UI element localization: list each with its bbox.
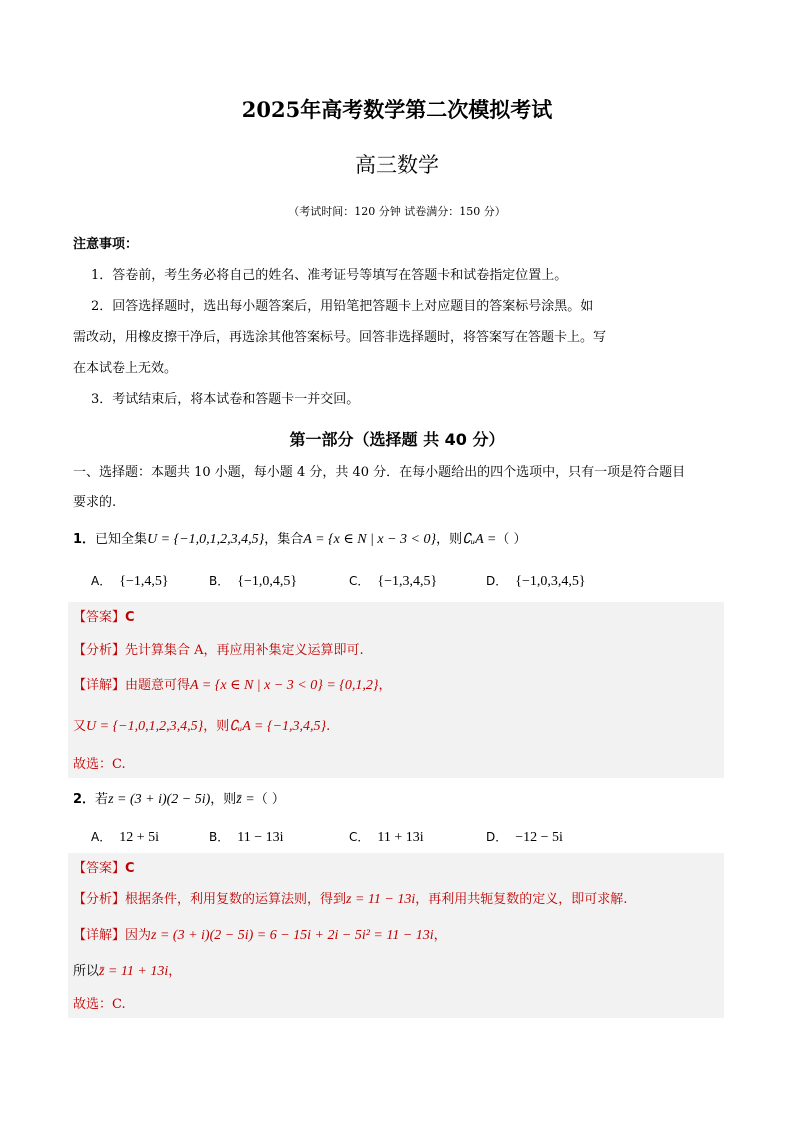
answer-value: C <box>125 610 135 625</box>
option-value: 11 − 13i <box>237 830 284 845</box>
option-value: {−1,0,3,4,5} <box>515 574 586 589</box>
complex-expr: z = (3 + i)(2 − 5i) <box>108 792 211 807</box>
question-2-option-c[interactable] <box>349 828 424 846</box>
answer-tag: 【答案】 <box>73 610 126 625</box>
option-value: {−1,0,4,5} <box>237 574 298 589</box>
notice-item-3: 3．考试结束后，将本试卷和答题卡一并交回。 <box>91 392 360 407</box>
detail-text: . <box>326 719 331 734</box>
question-1-detail-line-2 <box>73 718 330 736</box>
question-2-answer <box>73 860 135 878</box>
detail-text: ， <box>168 964 182 979</box>
detail-tag: 【详解】 <box>73 678 126 693</box>
question-number: 2． <box>73 792 96 807</box>
option-label: D． <box>486 830 508 844</box>
detail-math: z = (3 + i)(2 − 5i) = 6 − 15i + 2i − 5i² = 11 − 13i <box>151 928 434 943</box>
detail-math: z̄ = 11 + 13i <box>99 964 169 979</box>
stem-text: ，集合 <box>264 532 304 547</box>
exam-info: （考试时间：120 分钟 试卷满分：150 分） <box>288 205 506 218</box>
detail-math: U = {−1,0,1,2,3,4,5} <box>86 719 204 734</box>
detail-text: 所以 <box>73 964 100 979</box>
option-value: {−1,3,4,5} <box>377 574 438 589</box>
exam-subtitle: 高三数学 <box>355 153 439 177</box>
question-2-option-b[interactable] <box>209 828 284 846</box>
question-2-stem <box>73 791 285 809</box>
analysis-text: 先计算集合 A，再应用补集定义运算即可. <box>125 643 364 658</box>
answer-value: C <box>125 861 135 876</box>
complement-expr: ∁ᵤA = <box>462 532 497 547</box>
question-number: 1． <box>73 532 96 547</box>
notice-item-1: 1．答卷前，考生务必将自己的姓名、准考证号等填写在答题卡和试卷指定位置上。 <box>91 268 568 283</box>
option-value: 12 + 5i <box>119 830 160 845</box>
option-label: A． <box>91 830 112 844</box>
conjugate-expr: z̄ = <box>236 792 255 807</box>
question-1-option-b[interactable] <box>209 572 297 590</box>
analysis-tag: 【分析】 <box>73 643 126 658</box>
section-intro-line-2: 要求的. <box>73 495 117 510</box>
detail-math: ∁ᵤA = {−1,3,4,5} <box>229 719 327 734</box>
question-1-option-d[interactable] <box>486 572 586 590</box>
option-label: B． <box>209 574 230 588</box>
question-2-option-a[interactable] <box>91 828 159 846</box>
notice-item-2-line-3: 在本试卷上无效。 <box>73 361 178 376</box>
answer-paren: （ ） <box>496 532 527 547</box>
analysis-text: ，再利用共轭复数的定义，即可求解. <box>415 892 628 907</box>
option-label: D． <box>486 574 508 588</box>
section-intro-line-1: 一、选择题：本题共 10 小题，每小题 4 分，共 40 分．在每小题给出的四个选项中，只有一项是符合题目 <box>73 465 686 480</box>
detail-text: 因为 <box>125 928 152 943</box>
exam-title: 2025年高考数学第二次模拟考试 <box>241 97 553 122</box>
set-u: U = {−1,0,1,2,3,4,5} <box>147 532 265 547</box>
question-1-conclusion: 故选：C. <box>73 757 126 772</box>
analysis-math: z = 11 − 13i <box>346 892 416 907</box>
question-2-detail-line-1 <box>73 927 447 945</box>
detail-text: ， <box>378 678 392 693</box>
answer-tag: 【答案】 <box>73 861 126 876</box>
question-2-analysis <box>73 891 627 909</box>
detail-text: ，则 <box>203 719 230 734</box>
option-value: {−1,4,5} <box>119 574 169 589</box>
set-a: A = {x ∈ N | x − 3 < 0} <box>303 532 437 547</box>
analysis-tag: 【分析】 <box>73 892 126 907</box>
detail-text: 又 <box>73 719 87 734</box>
stem-text: 已知全集 <box>95 532 148 547</box>
question-1-detail-line-1 <box>73 677 392 695</box>
question-2-conclusion: 故选：C. <box>73 997 126 1012</box>
answer-paren: （ ） <box>254 792 285 807</box>
analysis-text: 根据条件，利用复数的运算法则，得到 <box>125 892 347 907</box>
detail-text: 由题意可得 <box>125 678 191 693</box>
detail-text: ， <box>433 928 447 943</box>
notice-item-2-line-2: 需改动，用橡皮擦干净后，再选涂其他答案标号。回答非选择题时，将答案写在答题卡上。写 <box>73 330 607 345</box>
stem-text: 若 <box>95 792 109 807</box>
option-label: C． <box>349 574 370 588</box>
notice-item-2-line-1: 2．回答选择题时，选出每小题答案后，用铅笔把答题卡上对应题目的答案标号涂黑。如 <box>91 299 594 314</box>
option-label: A． <box>91 574 112 588</box>
option-label: B． <box>209 830 230 844</box>
option-value: −12 − 5i <box>515 830 563 845</box>
detail-math: A = {x ∈ N | x − 3 < 0} = {0,1,2} <box>190 678 379 693</box>
detail-tag: 【详解】 <box>73 928 126 943</box>
question-2-option-d[interactable] <box>486 828 563 846</box>
option-label: C． <box>349 830 370 844</box>
question-1-option-a[interactable] <box>91 572 169 590</box>
stem-text: ，则 <box>210 792 237 807</box>
question-1-option-c[interactable] <box>349 572 437 590</box>
notice-heading: 注意事项： <box>73 237 139 252</box>
question-1-analysis <box>73 642 364 660</box>
section-title: 第一部分（选择题 共 40 分） <box>289 430 505 449</box>
option-value: 11 + 13i <box>377 830 424 845</box>
question-2-detail-line-2 <box>73 963 181 981</box>
question-1-stem <box>73 531 527 549</box>
stem-text: ，则 <box>436 532 463 547</box>
question-1-answer <box>73 609 135 627</box>
